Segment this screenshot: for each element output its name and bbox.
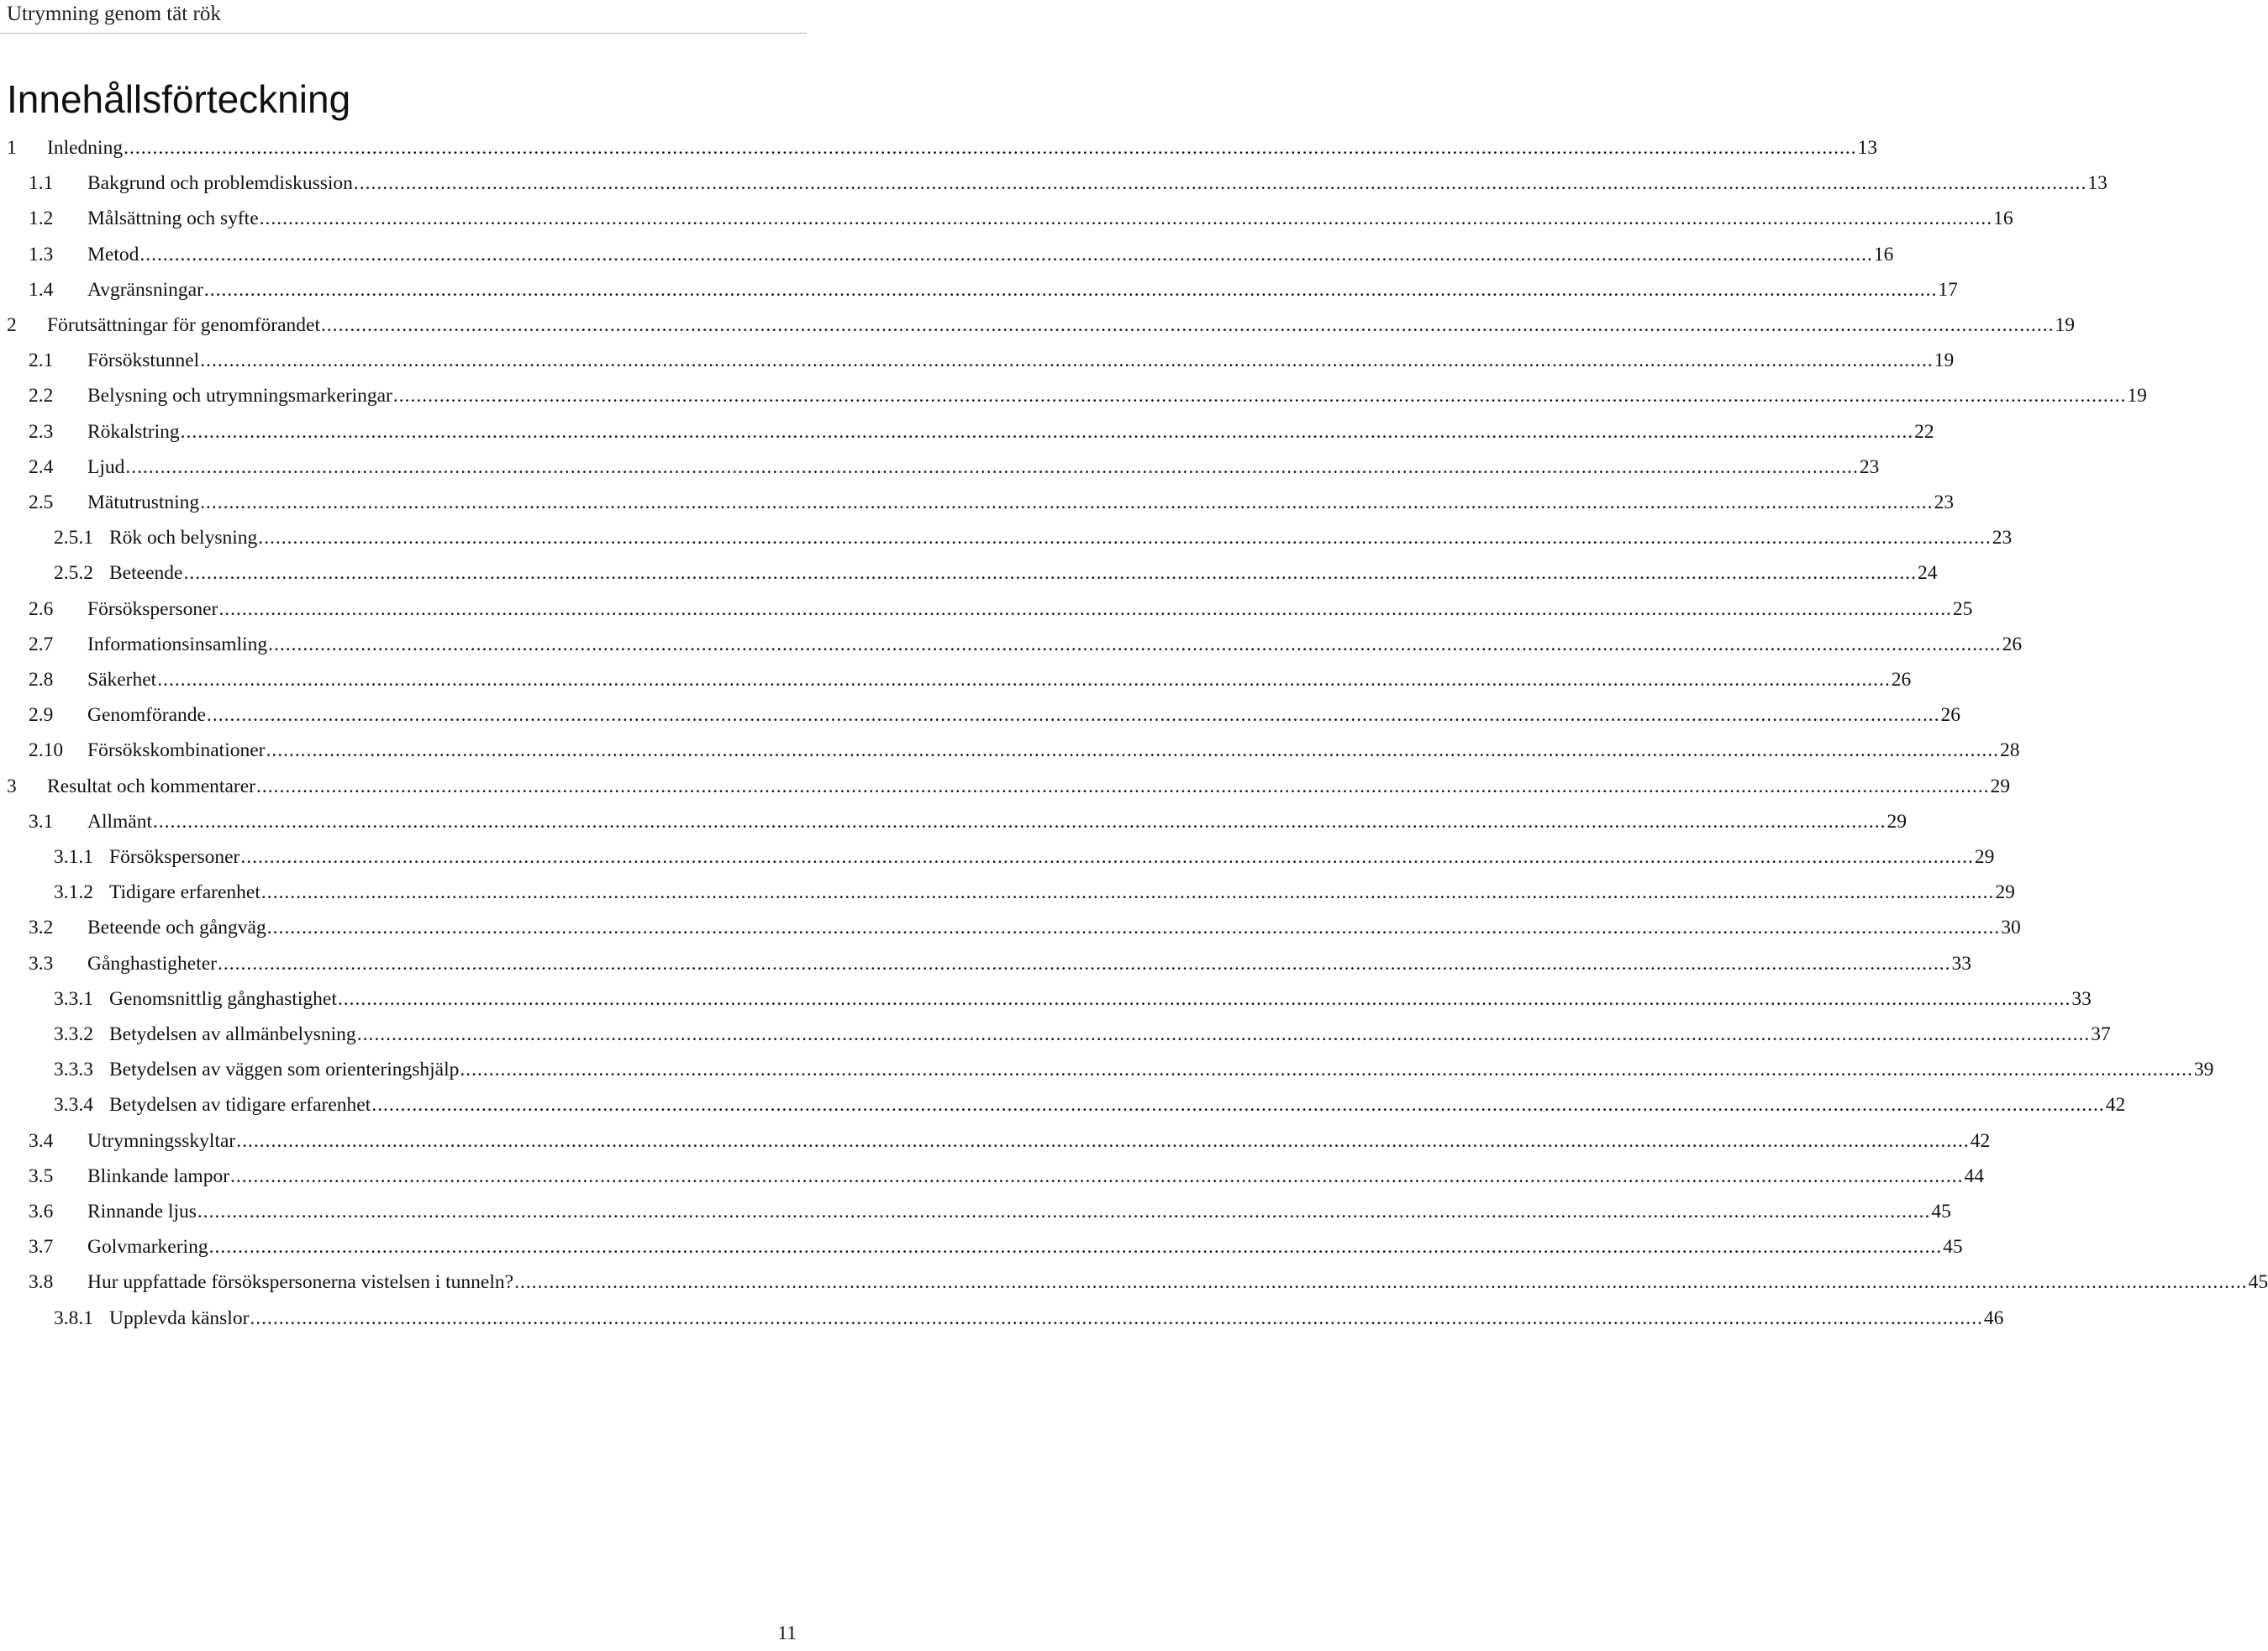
toc-entry-title: Avgränsningar xyxy=(87,278,203,301)
toc-entry[interactable] xyxy=(54,1056,2214,1083)
dot-leader: ............................................................................................................................................................................................................................................................................................................ xyxy=(258,527,1992,549)
toc-entry[interactable] xyxy=(54,524,2013,551)
toc-entry-page: 29 xyxy=(1974,846,1995,868)
toc-entry[interactable] xyxy=(29,418,1934,445)
toc-entry[interactable] xyxy=(54,1091,2126,1118)
toc-entry-page: 33 xyxy=(1951,952,1972,975)
toc-entry-title: Betydelsen av väggen som orienteringshjälp xyxy=(109,1059,460,1081)
toc-entry[interactable] xyxy=(7,312,2075,339)
toc-entry[interactable] xyxy=(54,879,2015,906)
toc-entry-number: 3.1 xyxy=(29,810,54,833)
toc-entry[interactable] xyxy=(29,454,1880,481)
dot-leader: ............................................................................................................................................................................................................................................................................................................ xyxy=(268,633,2002,655)
toc-entry[interactable] xyxy=(29,489,1955,516)
toc-entry-page: 16 xyxy=(1873,243,1894,266)
toc-entry-title: Belysning och utrymningsmarkeringar xyxy=(87,385,392,407)
toc-entry-page: 24 xyxy=(1917,562,1938,585)
dot-leader: ............................................................................................................................................................................................................................................................................................................ xyxy=(197,1201,1931,1222)
toc-entry-title: Förutsättningar för genomförandet xyxy=(47,314,320,336)
toc-entry-number: 1.4 xyxy=(29,278,54,301)
toc-entry-title: Upplevda känslor xyxy=(109,1307,250,1329)
toc-entry-number: 3.4 xyxy=(29,1129,54,1152)
toc-entry-page: 23 xyxy=(1934,492,1955,513)
dot-leader: ............................................................................................................................................................................................................................................................................................................ xyxy=(153,810,1886,833)
dot-leader: ............................................................................................................................................................................................................................................................................................................ xyxy=(259,208,1993,230)
toc-entry-page: 13 xyxy=(1857,137,1878,159)
dot-leader: ............................................................................................................................................................................................................................................................................................................ xyxy=(250,1307,1983,1329)
toc-entry-number: 2.10 xyxy=(29,739,64,762)
dot-leader: ............................................................................................................................................................................................................................................................................................................ xyxy=(392,385,2127,407)
toc-entry-title: Inledning xyxy=(47,137,124,159)
toc-entry[interactable] xyxy=(29,666,1912,693)
dot-leader: ............................................................................................................................................................................................................................................................................................................ xyxy=(125,455,1859,478)
dot-leader: ............................................................................................................................................................................................................................................................................................................ xyxy=(200,350,1934,372)
dot-leader: ............................................................................................................................................................................................................................................................................................................ xyxy=(266,739,1999,762)
toc-entry[interactable] xyxy=(29,382,2147,409)
toc-entry-title: Mätutrustning xyxy=(87,492,200,513)
toc-entry-title: Rinnande ljus xyxy=(87,1201,197,1222)
dot-leader: ............................................................................................................................................................................................................................................................................................................ xyxy=(255,775,1990,797)
toc-entry-page: 26 xyxy=(2002,633,2023,655)
running-header: Utrymning genom tät rök xyxy=(7,3,221,25)
toc-entry[interactable] xyxy=(29,737,2020,764)
toc-entry-title: Gånghastigheter xyxy=(87,952,218,975)
toc-entry[interactable] xyxy=(29,276,1958,303)
toc-entry-number: 2.5.2 xyxy=(54,562,93,585)
toc-entry-title: Tidigare erfarenhet xyxy=(109,881,260,904)
toc-entry-page: 30 xyxy=(2001,917,2021,939)
toc-entry-number: 1.3 xyxy=(29,243,54,266)
toc-entry-number: 3.1.2 xyxy=(54,881,93,904)
toc-entry[interactable] xyxy=(29,347,1955,374)
dot-leader: ............................................................................................................................................................................................................................................................................................................ xyxy=(337,987,2071,1010)
toc-entry-page: 19 xyxy=(1934,350,1955,372)
toc-entry[interactable] xyxy=(29,170,2108,197)
toc-entry-title: Säkerhet xyxy=(87,669,157,691)
toc-entry-page: 37 xyxy=(2091,1023,2111,1045)
toc-entry-number: 2.8 xyxy=(29,669,54,691)
dot-leader: ............................................................................................................................................................................................................................................................................................................ xyxy=(157,669,1891,691)
dot-leader: ............................................................................................................................................................................................................................................................................................................ xyxy=(514,1271,2248,1294)
dot-leader: ............................................................................................................................................................................................................................................................................................................ xyxy=(356,1023,2091,1045)
toc-entry-page: 29 xyxy=(1886,810,1908,833)
dot-leader: ............................................................................................................................................................................................................................................................................................................ xyxy=(321,314,2055,336)
toc-entry-number: 2.1 xyxy=(29,350,54,372)
toc-entry-number: 1 xyxy=(7,137,17,159)
toc-entry-page: 19 xyxy=(2127,385,2147,407)
dot-leader: ............................................................................................................................................................................................................................................................................................................ xyxy=(236,1129,1970,1152)
toc-entry-title: Rökalstring xyxy=(87,420,180,443)
toc-entry-number: 3.8 xyxy=(29,1271,54,1294)
dot-leader: ............................................................................................................................................................................................................................................................................................................ xyxy=(353,172,2087,195)
toc-entry[interactable] xyxy=(29,1163,1985,1190)
toc-entry-page: 45 xyxy=(1931,1201,1951,1222)
toc-entry-number: 2.6 xyxy=(29,597,54,620)
toc-entry-title: Utrymningsskyltar xyxy=(87,1129,236,1152)
toc-entry-number: 3.3 xyxy=(29,952,54,975)
dot-leader: ............................................................................................................................................................................................................................................................................................................ xyxy=(183,562,1917,585)
toc-entry-page: 19 xyxy=(2055,314,2075,336)
dot-leader: ............................................................................................................................................................................................................................................................................................................ xyxy=(260,881,1995,904)
toc-entry-title: Försökspersoner xyxy=(109,846,240,868)
dot-leader: ............................................................................................................................................................................................................................................................................................................ xyxy=(124,137,1857,159)
toc-entry-number: 3 xyxy=(7,775,17,797)
toc-entry-number: 2.7 xyxy=(29,633,54,655)
toc-entry-page: 42 xyxy=(2105,1094,2126,1117)
toc-entry[interactable] xyxy=(29,205,2013,232)
dot-leader: ............................................................................................................................................................................................................................................................................................................ xyxy=(180,420,1914,443)
toc-entry[interactable] xyxy=(7,773,2010,800)
toc-entry-page: 22 xyxy=(1914,420,1934,443)
toc-entry[interactable] xyxy=(54,560,1938,586)
toc-entry-title: Rök och belysning xyxy=(109,527,258,549)
toc-entry-title: Resultat och kommentarer xyxy=(47,775,255,797)
toc-entry-page: 45 xyxy=(2248,1271,2268,1294)
toc-entry-page: 29 xyxy=(1995,881,2015,904)
toc-entry-number: 2.2 xyxy=(29,385,54,407)
dot-leader: ............................................................................................................................................................................................................................................................................................................ xyxy=(200,492,1934,513)
toc-entry[interactable] xyxy=(29,914,2021,941)
toc-entry-title: Ljud xyxy=(87,455,125,478)
toc-entry-title: Genomsnittlig gånghastighet xyxy=(109,987,337,1010)
toc-entry-page: 44 xyxy=(1964,1165,1985,1187)
header-divider xyxy=(0,33,807,34)
toc-entry-title: Genomförande xyxy=(87,704,206,727)
toc-entry-number: 1.1 xyxy=(29,172,54,195)
toc-entry-page: 29 xyxy=(1990,775,2010,797)
toc-entry-title: Målsättning och syfte xyxy=(87,208,259,230)
toc-entry[interactable] xyxy=(54,1305,2004,1332)
toc-entry-page: 26 xyxy=(1891,669,1912,691)
toc-entry-title: Betydelsen av allmänbelysning xyxy=(109,1023,356,1045)
toc-entry-number: 2.5.1 xyxy=(54,527,93,549)
toc-entry[interactable] xyxy=(29,808,1908,835)
toc-entry-number: 3.7 xyxy=(29,1236,54,1259)
toc-entry-page: 17 xyxy=(1938,278,1958,301)
toc-entry-number: 3.3.4 xyxy=(54,1094,93,1117)
toc-entry-page: 28 xyxy=(2000,739,2020,762)
toc-entry[interactable] xyxy=(54,1021,2111,1048)
toc-entry[interactable] xyxy=(29,241,1894,268)
dot-leader: ............................................................................................................................................................................................................................................................................................................ xyxy=(203,278,1938,301)
toc-entry-title: Hur uppfattade försökspersonerna vistelsen i tunneln? xyxy=(87,1271,514,1294)
toc-entry-number: 3.1.1 xyxy=(54,846,93,868)
toc-entry[interactable] xyxy=(54,986,2092,1012)
toc-entry-title: Golvmarkering xyxy=(87,1236,208,1259)
toc-entry-page: 16 xyxy=(1993,208,2013,230)
toc-entry-page: 13 xyxy=(2087,172,2108,195)
page-number: 11 xyxy=(777,1622,797,1644)
toc-entry-title: Betydelsen av tidigare erfarenhet xyxy=(109,1094,371,1117)
dot-leader: ............................................................................................................................................................................................................................................................................................................ xyxy=(266,917,2001,939)
dot-leader: ............................................................................................................................................................................................................................................................................................................ xyxy=(371,1094,2105,1117)
dot-leader: ............................................................................................................................................................................................................................................................................................................ xyxy=(460,1059,2193,1081)
toc-entry-page: 45 xyxy=(1943,1236,1963,1259)
toc-entry[interactable] xyxy=(29,596,1973,623)
toc-entry[interactable] xyxy=(29,950,1972,977)
dot-leader: ............................................................................................................................................................................................................................................................................................................ xyxy=(139,243,1873,266)
toc-entry-title: Beteende xyxy=(109,562,183,585)
dot-leader: ............................................................................................................................................................................................................................................................................................................ xyxy=(208,1236,1943,1259)
dot-leader: ............................................................................................................................................................................................................................................................................................................ xyxy=(218,952,1951,975)
toc-entry-number: 3.3.1 xyxy=(54,987,93,1010)
toc-entry[interactable] xyxy=(29,1198,1951,1225)
toc-entry-number: 3.5 xyxy=(29,1165,54,1187)
toc-entry-number: 3.2 xyxy=(29,917,54,939)
toc-entry-page: 33 xyxy=(2071,987,2092,1010)
toc-entry-number: 3.6 xyxy=(29,1201,54,1222)
toc-entry-title: Beteende och gångväg xyxy=(87,917,266,939)
toc-entry[interactable] xyxy=(29,1128,1991,1154)
dot-leader: ............................................................................................................................................................................................................................................................................................................ xyxy=(230,1165,1964,1187)
toc-entry-number: 3.8.1 xyxy=(54,1307,93,1329)
toc-entry-title: Allmänt xyxy=(87,810,153,833)
toc-entry[interactable] xyxy=(29,702,1960,728)
toc-entry-title: Försökskombinationer xyxy=(87,739,266,762)
toc-entry[interactable] xyxy=(29,631,2023,658)
toc-entry-number: 2 xyxy=(7,314,17,336)
toc-entry-page: 42 xyxy=(1970,1129,1991,1152)
toc-entry-page: 26 xyxy=(1940,704,1960,727)
toc-entry[interactable] xyxy=(54,844,1995,870)
toc-entry[interactable] xyxy=(29,1233,1963,1260)
toc-entry-number: 2.3 xyxy=(29,420,54,443)
toc-entry-number: 1.2 xyxy=(29,208,54,230)
toc-entry-page: 23 xyxy=(1992,527,2013,549)
dot-leader: ............................................................................................................................................................................................................................................................................................................ xyxy=(218,597,1952,620)
toc-entry-title: Bakgrund och problemdiskussion xyxy=(87,172,353,195)
toc-entry-number: 2.9 xyxy=(29,704,54,727)
dot-leader: ............................................................................................................................................................................................................................................................................................................ xyxy=(240,846,1974,868)
toc-entry-title: Metod xyxy=(87,243,139,266)
toc-entry-number: 2.5 xyxy=(29,492,54,513)
toc-entry-page: 25 xyxy=(1952,597,1973,620)
toc-entry[interactable] xyxy=(7,134,1878,161)
toc-entry-number: 2.4 xyxy=(29,455,54,478)
toc-entry-title: Informationsinsamling xyxy=(87,633,268,655)
toc-entry-number: 3.3.3 xyxy=(54,1059,93,1081)
toc-entry-title: Blinkande lampor xyxy=(87,1165,230,1187)
toc-entry-page: 39 xyxy=(2193,1059,2214,1081)
toc-entry-page: 46 xyxy=(1983,1307,2004,1329)
toc-entry-page: 23 xyxy=(1859,455,1880,478)
toc-entry[interactable] xyxy=(29,1269,2268,1296)
dot-leader: ............................................................................................................................................................................................................................................................................................................ xyxy=(206,704,1940,727)
toc-entry-title: Försökspersoner xyxy=(87,597,218,620)
toc-entry-number: 3.3.2 xyxy=(54,1023,93,1045)
toc-entry-title: Försökstunnel xyxy=(87,350,200,372)
toc-title: Innehållsförteckning xyxy=(7,77,351,121)
